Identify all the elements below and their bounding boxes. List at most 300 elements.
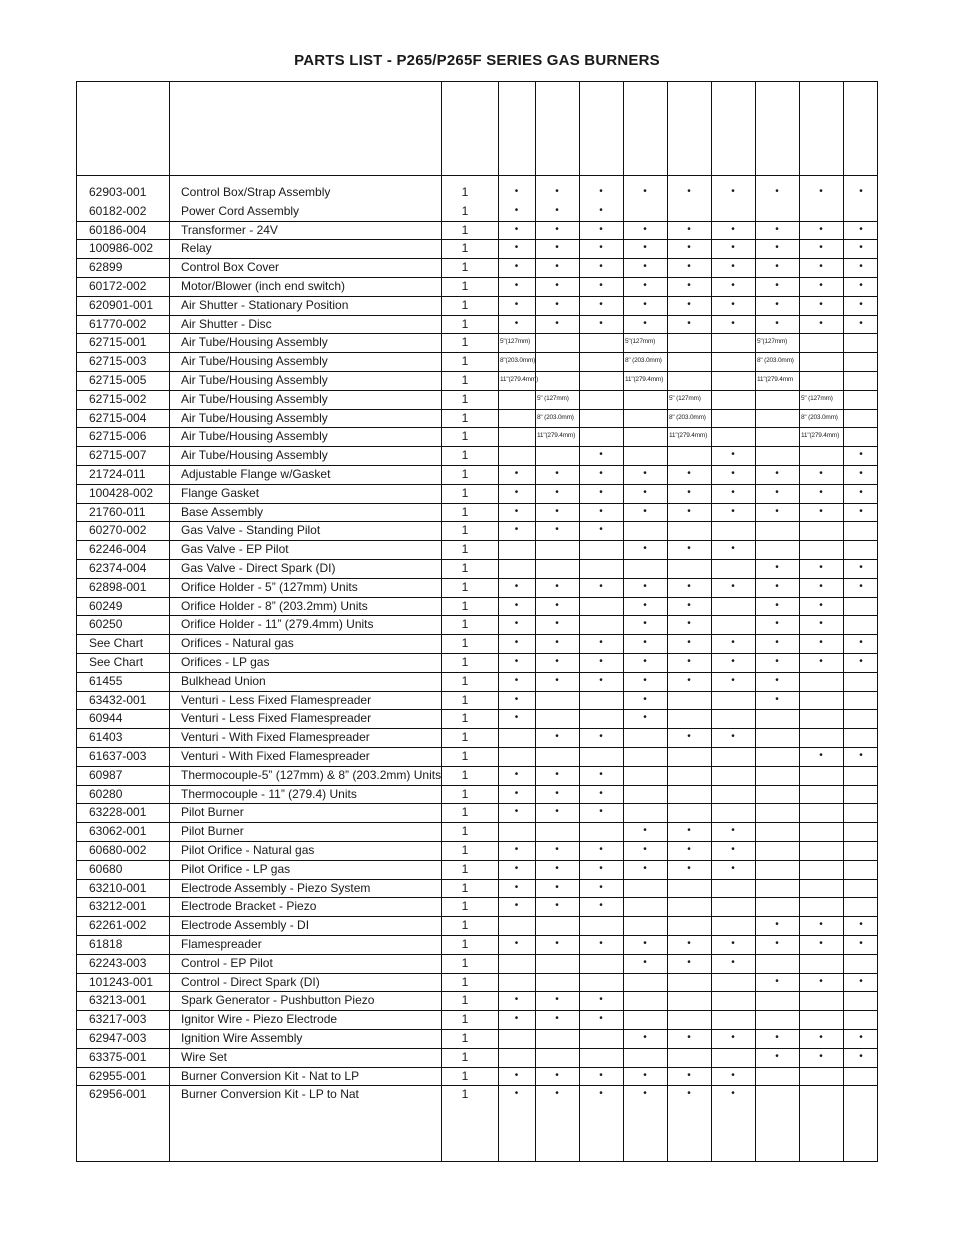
parts-table [76, 81, 878, 1162]
model-applicability-mark: • [643, 223, 647, 235]
part-description: Orifices - Natural gas [181, 636, 294, 651]
model-applicability-mark: • [819, 599, 823, 611]
model-applicability-mark: • [555, 280, 559, 291]
model-applicability-mark: • [775, 580, 779, 592]
part-quantity: 1 [461, 786, 469, 801]
model-applicability-mark: • [731, 637, 735, 649]
model-applicability-mark: • [555, 881, 559, 893]
part-quantity: 1 [461, 805, 469, 820]
model-applicability-mark: • [731, 1069, 735, 1081]
model-applicability-mark: • [731, 468, 735, 479]
part-number: 63375-001 [89, 1049, 147, 1064]
model-applicability-mark: • [819, 750, 823, 761]
model-applicability-mark: • [687, 505, 691, 517]
model-applicability-mark: • [555, 505, 559, 517]
model-applicability-mark: • [731, 956, 735, 968]
model-applicability-mark: • [514, 280, 519, 291]
part-quantity: 1 [461, 485, 469, 500]
table-row [77, 728, 877, 748]
part-description: Gas Valve - EP Pilot [181, 542, 289, 557]
model-applicability-mark: • [819, 637, 823, 649]
model-applicability-mark: • [514, 881, 519, 893]
model-applicability-mark: • [775, 562, 779, 573]
model-applicability-mark: • [643, 938, 647, 949]
part-description: Venturi - With Fixed Flamespreader [181, 730, 370, 745]
part-quantity: 1 [461, 504, 469, 519]
model-applicability-mark: • [514, 186, 519, 197]
model-applicability-mark: • [599, 242, 603, 254]
table-row [77, 239, 877, 259]
model-applicability-mark: • [555, 524, 559, 536]
model-applicability-mark: • [859, 1032, 863, 1043]
model-tube-length: 8" (203.0mm) [757, 357, 794, 365]
model-applicability-mark: • [555, 223, 559, 235]
model-applicability-mark: • [775, 618, 779, 630]
model-applicability-mark: • [555, 599, 559, 611]
part-quantity: 1 [461, 316, 469, 331]
part-description: Wire Set [181, 1049, 228, 1064]
part-quantity: 1 [461, 673, 469, 688]
model-applicability-mark: • [599, 524, 603, 536]
model-applicability-mark: • [514, 204, 519, 216]
part-quantity: 1 [461, 354, 469, 369]
model-applicability-mark: • [599, 298, 603, 310]
model-applicability-mark: • [687, 580, 691, 592]
model-applicability-mark: • [775, 693, 779, 705]
part-number: 62246-004 [89, 542, 147, 557]
model-applicability-mark: • [819, 280, 823, 291]
table-row [77, 1048, 877, 1068]
part-number: 60186-004 [89, 222, 147, 237]
part-quantity: 1 [461, 561, 469, 575]
model-applicability-mark: • [514, 768, 519, 780]
model-applicability-mark: • [555, 1013, 559, 1025]
table-row [77, 709, 877, 729]
part-number: 62715-006 [89, 429, 147, 444]
part-quantity: 1 [461, 749, 469, 763]
table-row [77, 352, 877, 372]
model-applicability-mark: • [859, 1050, 863, 1062]
part-description: Pilot Orifice - Natural gas [181, 843, 315, 857]
part-description: Power Cord Assembly [181, 203, 300, 218]
table-row [77, 691, 877, 711]
model-applicability-mark: • [514, 599, 519, 611]
part-description: Thermocouple-5” (127mm) & 8” (203.2mm) Units [181, 767, 442, 782]
table-row [77, 803, 877, 823]
model-tube-length: 11"(279.4mm) [500, 376, 539, 383]
part-description: Control - EP Pilot [181, 955, 273, 970]
model-applicability-mark: • [555, 580, 559, 592]
model-applicability-mark: • [859, 656, 863, 667]
part-description: Relay [181, 241, 212, 256]
table-row [77, 258, 877, 278]
part-number: 60250 [89, 617, 123, 632]
model-applicability-mark: • [643, 543, 647, 555]
model-tube-length: 5"(127mm) [757, 338, 788, 346]
table-row [77, 1010, 877, 1030]
model-applicability-mark: • [775, 317, 779, 329]
model-applicability-mark: • [859, 562, 863, 573]
part-number: 60987 [89, 767, 123, 782]
model-applicability-mark: • [514, 298, 519, 310]
part-description: Flange Gasket [181, 485, 260, 500]
part-number: 62715-005 [89, 373, 147, 387]
model-applicability-mark: • [643, 261, 647, 273]
part-quantity: 1 [461, 203, 469, 218]
part-description: Control Box Cover [181, 260, 280, 275]
model-applicability-mark: • [555, 468, 559, 479]
part-quantity: 1 [461, 1012, 469, 1027]
table-row [77, 277, 877, 297]
model-applicability-mark: • [819, 938, 823, 949]
model-applicability-mark: • [775, 468, 779, 479]
table-row [77, 202, 877, 222]
table-row [77, 371, 877, 391]
part-description: Venturi - With Fixed Flamespreader [181, 749, 370, 763]
model-applicability-mark: • [514, 1013, 519, 1025]
model-applicability-mark: • [643, 317, 647, 329]
model-applicability-mark: • [859, 242, 863, 254]
model-applicability-mark: • [514, 261, 519, 273]
model-applicability-mark: • [687, 656, 691, 667]
model-applicability-mark: • [819, 186, 823, 197]
model-applicability-mark: • [687, 223, 691, 235]
model-applicability-mark: • [775, 298, 779, 310]
model-applicability-mark: • [599, 449, 603, 461]
model-applicability-mark: • [599, 486, 603, 498]
model-applicability-mark: • [731, 317, 735, 329]
model-applicability-mark: • [555, 204, 559, 216]
part-description: Air Tube/Housing Assembly [181, 391, 328, 406]
model-applicability-mark: • [731, 486, 735, 498]
part-description: Orifice Holder - 11” (279.4mm) Units [181, 617, 374, 632]
part-quantity: 1 [461, 429, 469, 444]
model-applicability-mark: • [859, 449, 863, 461]
model-applicability-mark: • [514, 844, 519, 855]
model-applicability-mark: • [859, 975, 863, 987]
model-applicability-mark: • [687, 1032, 691, 1043]
part-quantity: 1 [461, 880, 469, 895]
model-applicability-mark: • [555, 806, 559, 818]
model-applicability-mark: • [859, 505, 863, 517]
model-applicability-mark: • [731, 242, 735, 254]
part-number: 620901-001 [89, 297, 154, 312]
model-applicability-mark: • [599, 204, 603, 216]
model-applicability-mark: • [643, 825, 647, 837]
part-description: Adjustable Flange w/Gasket [181, 467, 331, 481]
page-title: PARTS LIST - P265/P265F SERIES GAS BURNERS [294, 52, 660, 69]
part-number: 61637-003 [89, 749, 147, 763]
part-number: 21724-011 [89, 467, 146, 481]
part-description: Pilot Burner [181, 824, 244, 839]
model-applicability-mark: • [859, 637, 863, 649]
model-applicability-mark: • [731, 580, 735, 592]
model-applicability-mark: • [555, 618, 559, 630]
model-applicability-mark: • [731, 1088, 735, 1100]
model-applicability-mark: • [775, 599, 779, 611]
table-row [77, 672, 877, 692]
model-applicability-mark: • [514, 938, 519, 949]
part-description: Orifice Holder - 8” (203.2mm) Units [181, 598, 368, 613]
part-description: Electrode Assembly - DI [181, 918, 310, 933]
model-applicability-mark: • [555, 768, 559, 780]
model-applicability-mark: • [687, 242, 691, 254]
part-description: Control - Direct Spark (DI) [181, 974, 320, 989]
model-applicability-mark: • [731, 862, 735, 874]
table-row [77, 747, 877, 767]
model-applicability-mark: • [731, 543, 735, 555]
model-applicability-mark: • [687, 186, 691, 197]
model-applicability-mark: • [599, 505, 603, 517]
part-quantity: 1 [461, 373, 469, 387]
model-applicability-mark: • [775, 919, 779, 931]
model-applicability-mark: • [555, 317, 559, 329]
part-quantity: 1 [461, 335, 469, 350]
part-number: 62903-001 [89, 185, 147, 199]
table-row [77, 991, 877, 1011]
model-applicability-mark: • [687, 637, 691, 649]
model-applicability-mark: • [555, 862, 559, 874]
part-quantity: 1 [461, 692, 469, 707]
model-applicability-mark: • [599, 787, 603, 799]
table-row [77, 1085, 877, 1104]
model-applicability-mark: • [731, 844, 735, 855]
part-quantity: 1 [461, 260, 469, 275]
part-number: 62715-007 [89, 448, 147, 463]
model-applicability-mark: • [687, 280, 691, 291]
table-row [77, 521, 877, 541]
part-description: Orifices - LP gas [181, 655, 270, 669]
model-tube-length: 8" (203.0mm) [537, 413, 574, 421]
model-applicability-mark: • [731, 449, 735, 461]
table-row [77, 653, 877, 673]
model-applicability-mark: • [819, 580, 823, 592]
part-description: Bulkhead Union [181, 673, 266, 688]
model-applicability-mark: • [775, 1050, 779, 1062]
part-description: Ignition Wire Assembly [181, 1031, 303, 1045]
header-divider [77, 175, 877, 176]
part-number: 62955-001 [89, 1068, 147, 1083]
part-number: 63432-001 [89, 692, 147, 707]
model-applicability-mark: • [775, 280, 779, 291]
model-applicability-mark: • [643, 956, 647, 968]
model-applicability-mark: • [819, 562, 823, 573]
model-applicability-mark: • [514, 712, 519, 724]
model-applicability-mark: • [859, 298, 863, 310]
part-description: Orifice Holder - 5” (127mm) Units [181, 579, 358, 594]
table-row [77, 221, 877, 241]
model-applicability-mark: • [731, 1032, 735, 1043]
model-applicability-mark: • [731, 656, 735, 667]
table-row [77, 427, 877, 447]
part-quantity: 1 [461, 410, 469, 425]
model-applicability-mark: • [731, 674, 735, 686]
table-row [77, 954, 877, 974]
model-applicability-mark: • [643, 468, 647, 479]
model-applicability-mark: • [859, 186, 863, 197]
model-applicability-mark: • [514, 693, 519, 705]
model-applicability-mark: • [775, 637, 779, 649]
model-applicability-mark: • [687, 862, 691, 874]
model-applicability-mark: • [819, 975, 823, 987]
model-applicability-mark: • [643, 712, 647, 724]
part-description: Air Tube/Housing Assembly [181, 448, 328, 463]
model-applicability-mark: • [643, 844, 647, 855]
part-description: Gas Valve - Standing Pilot [181, 523, 321, 538]
model-applicability-mark: • [859, 919, 863, 931]
model-applicability-mark: • [643, 1088, 647, 1100]
table-row [77, 841, 877, 861]
part-number: 61403 [89, 730, 123, 745]
model-applicability-mark: • [514, 524, 519, 536]
model-applicability-mark: • [859, 261, 863, 273]
model-applicability-mark: • [731, 505, 735, 517]
table-row [77, 578, 877, 598]
part-quantity: 1 [461, 730, 469, 745]
part-quantity: 1 [461, 391, 469, 406]
model-tube-length: 5"(127mm) [625, 338, 656, 346]
part-quantity: 1 [461, 655, 469, 669]
model-applicability-mark: • [775, 223, 779, 235]
model-applicability-mark: • [555, 787, 559, 799]
model-applicability-mark: • [687, 618, 691, 630]
table-row [77, 766, 877, 786]
part-description: Control Box/Strap Assembly [181, 185, 331, 199]
part-description: Transformer - 24V [181, 222, 278, 237]
part-quantity: 1 [461, 222, 469, 237]
part-description: Base Assembly [181, 504, 264, 519]
part-description: Flamespreader [181, 937, 262, 951]
model-applicability-mark: • [514, 674, 519, 686]
part-quantity: 1 [461, 861, 469, 876]
table-row [77, 484, 877, 504]
table-row [77, 446, 877, 466]
model-applicability-mark: • [555, 242, 559, 254]
model-applicability-mark: • [687, 599, 691, 611]
part-description: Pilot Burner [181, 805, 244, 820]
model-applicability-mark: • [555, 844, 559, 855]
model-applicability-mark: • [643, 862, 647, 874]
part-quantity: 1 [461, 974, 469, 989]
model-tube-length: 11"(279.4mm [757, 376, 794, 383]
model-applicability-mark: • [819, 486, 823, 498]
model-applicability-mark: • [731, 261, 735, 273]
part-number: 62715-002 [89, 391, 147, 406]
model-applicability-mark: • [599, 580, 603, 592]
part-number: 60249 [89, 598, 123, 613]
table-row [77, 973, 877, 993]
part-number: 63228-001 [89, 805, 147, 820]
part-quantity: 1 [461, 523, 469, 538]
part-number: 63213-001 [89, 993, 147, 1008]
model-applicability-mark: • [643, 505, 647, 517]
part-description: Air Tube/Housing Assembly [181, 429, 328, 444]
model-tube-length: 11"(279.4mm) [537, 432, 576, 440]
model-applicability-mark: • [775, 674, 779, 686]
part-number: 100428-002 [89, 485, 154, 500]
part-quantity: 1 [461, 598, 469, 613]
model-applicability-mark: • [599, 223, 603, 235]
part-description: Air Shutter - Stationary Position [181, 297, 349, 312]
model-applicability-mark: • [687, 1069, 691, 1081]
model-applicability-mark: • [555, 731, 559, 743]
part-number: 63212-001 [89, 899, 147, 914]
part-quantity: 1 [461, 279, 469, 293]
part-description: Air Tube/Housing Assembly [181, 373, 328, 387]
model-applicability-mark: • [599, 938, 603, 949]
model-applicability-mark: • [555, 674, 559, 686]
table-row [77, 390, 877, 410]
model-applicability-mark: • [775, 261, 779, 273]
part-description: Ignitor Wire - Piezo Electrode [181, 1012, 338, 1027]
part-quantity: 1 [461, 542, 469, 557]
part-number: 63210-001 [89, 880, 147, 895]
part-number: 62956-001 [89, 1087, 147, 1102]
part-description: Pilot Orifice - LP gas [181, 861, 291, 876]
model-applicability-mark: • [514, 994, 519, 1006]
part-quantity: 1 [461, 918, 469, 933]
part-description: Burner Conversion Kit - Nat to LP [181, 1068, 360, 1083]
model-applicability-mark: • [643, 280, 647, 291]
model-tube-length: 8" (203.0mm) [625, 357, 662, 365]
model-applicability-mark: • [819, 468, 823, 479]
part-quantity: 1 [461, 185, 469, 199]
model-applicability-mark: • [514, 223, 519, 235]
part-number: 62243-003 [89, 955, 147, 970]
part-number: 62715-001 [89, 335, 147, 350]
model-tube-length: 8" (203.0mm) [669, 413, 706, 421]
part-number: 60182-002 [89, 203, 147, 218]
part-quantity: 1 [461, 767, 469, 782]
part-description: Venturi - Less Fixed Flamespreader [181, 711, 372, 726]
part-description: Burner Conversion Kit - LP to Nat [181, 1087, 359, 1102]
part-number: 100986-002 [89, 241, 154, 256]
model-applicability-mark: • [555, 486, 559, 498]
model-applicability-mark: • [775, 505, 779, 517]
part-quantity: 1 [461, 993, 469, 1008]
part-quantity: 1 [461, 241, 469, 256]
part-number: 62947-003 [89, 1031, 147, 1045]
model-applicability-mark: • [687, 825, 691, 837]
model-applicability-mark: • [731, 825, 735, 837]
table-row [77, 1067, 877, 1087]
part-quantity: 1 [461, 937, 469, 951]
model-applicability-mark: • [599, 468, 603, 479]
part-number: 60680 [89, 861, 123, 876]
model-applicability-mark: • [555, 994, 559, 1006]
model-applicability-mark: • [859, 280, 863, 291]
part-description: Electrode Assembly - Piezo System [181, 880, 371, 895]
model-applicability-mark: • [643, 1069, 647, 1081]
model-applicability-mark: • [819, 1032, 823, 1043]
part-number: 62899 [89, 260, 123, 275]
model-applicability-mark: • [599, 186, 603, 197]
model-applicability-mark: • [819, 223, 823, 235]
model-applicability-mark: • [599, 1088, 603, 1100]
table-row [77, 634, 877, 654]
model-applicability-mark: • [643, 1032, 647, 1043]
model-applicability-mark: • [731, 280, 735, 291]
part-quantity: 1 [461, 1031, 469, 1045]
table-row [77, 540, 877, 560]
model-applicability-mark: • [859, 580, 863, 592]
model-applicability-mark: • [599, 637, 603, 649]
part-quantity: 1 [461, 297, 469, 312]
part-number: 60944 [89, 711, 123, 726]
model-applicability-mark: • [555, 900, 559, 912]
model-applicability-mark: • [643, 618, 647, 630]
part-number: 61818 [89, 937, 123, 951]
